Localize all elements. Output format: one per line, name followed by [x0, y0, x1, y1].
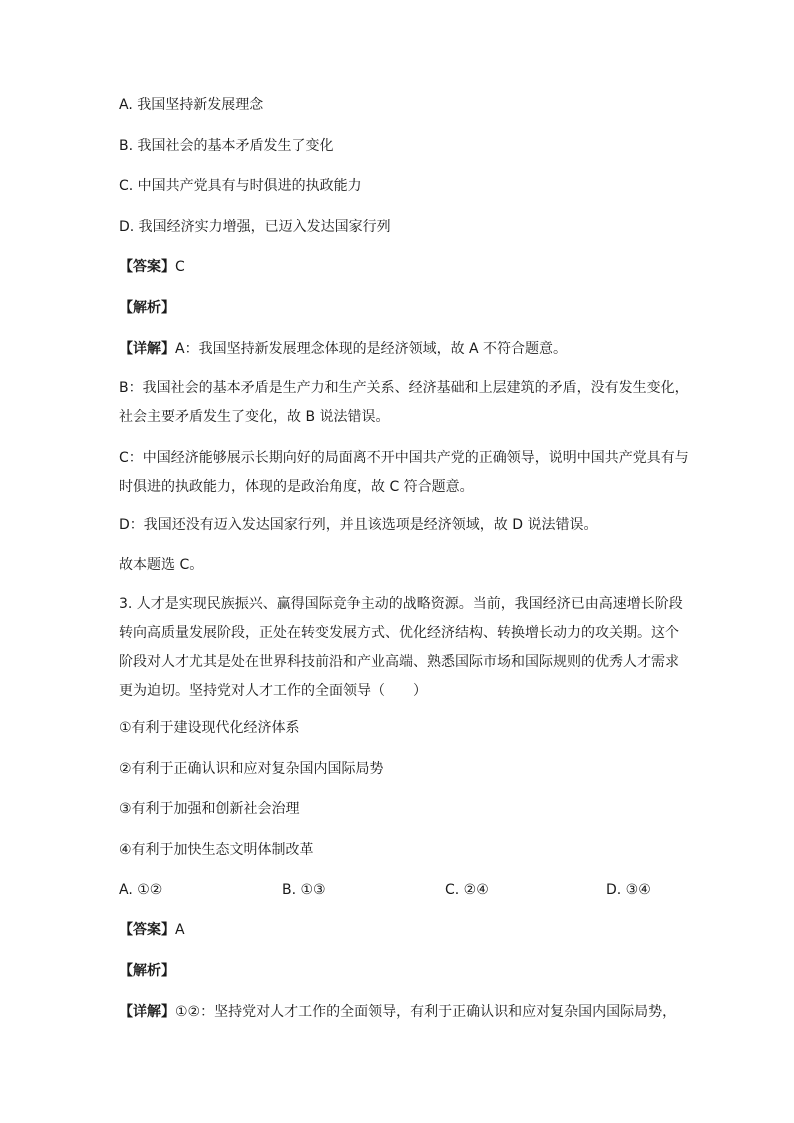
- q3-choice-a: A. ①②: [119, 882, 163, 898]
- q2-detail-b: B：我国社会的基本矛盾是生产力和生产关系、经济基础和上层建筑的矛盾，没有发生变化，社会主要矛盾发生了变化，故 B 说法错误。: [119, 380, 689, 425]
- detail-a-text: A：我国坚持新发展理念体现的是经济领域，故 A 不符合题意。: [175, 341, 568, 357]
- q3-analysis-heading: [119, 963, 689, 979]
- q2-answer: [119, 259, 689, 275]
- q2-analysis-heading: [119, 300, 689, 316]
- q3-item-1: ①有利于建设现代化经济体系: [119, 720, 300, 736]
- q3-item-4: ④有利于加快生态文明体制改革: [119, 842, 314, 858]
- q3-item-2: ②有利于正确认识和应对复杂国内国际局势: [119, 761, 384, 777]
- answer-value: C: [175, 259, 185, 275]
- q3-choices: [119, 882, 679, 900]
- q2-option-d: D. 我国经济实力增强，已迈入发达国家行列: [119, 219, 391, 235]
- q2-conclusion: 故本题选 C。: [119, 557, 204, 573]
- q2-detail-c: C：中国经济能够展示长期向好的局面离不开中国共产党的正确领导，说明中国共产党具有与时俱进的执政能力，体现的是政治角度，故 C 符合题意。: [119, 450, 689, 495]
- q2-option-c: C. 中国共产党具有与时俱进的执政能力: [119, 178, 362, 194]
- q3-choice-d: D. ③④: [606, 882, 651, 898]
- q2-detail-d: D：我国还没有迈入发达国家行列，并且该选项是经济领域，故 D 说法错误。: [119, 517, 598, 533]
- analysis-tag: 【解析】: [119, 300, 175, 316]
- q3-analysis-tag: 【解析】: [119, 963, 175, 979]
- q3-detail-tag: 【详解】: [119, 1004, 175, 1020]
- q3-answer-value: A: [175, 922, 185, 938]
- q3-detail: [119, 1004, 689, 1020]
- q2-option-b: B. 我国社会的基本矛盾发生了变化: [119, 138, 334, 154]
- q3-detail-text: ①②：坚持党对人才工作的全面领导，有利于正确认识和应对复杂国内国际局势，: [175, 1004, 677, 1020]
- q3-choice-b: B. ①③: [282, 882, 326, 898]
- q3-choice-c: C. ②④: [445, 882, 489, 898]
- q2-detail-a: [119, 341, 689, 357]
- q3-answer-tag: 【答案】: [119, 922, 175, 938]
- q3-stem: 3. 人才是实现民族振兴、赢得国际竞争主动的战略资源。当前，我国经济已由高速增长阶段转向高质量发展阶段，正处在转变发展方式、优化经济结构、转换增长动力的攻关期。这个阶段对人才尤其是处在世界科技前沿和产业高端、熟悉国际市场和国际规则的优秀人才需求更为迫切。坚持党对人才工作的全面领导（ ）: [119, 596, 683, 699]
- q2-option-a: A. 我国坚持新发展理念: [119, 97, 264, 113]
- detail-tag: 【详解】: [119, 341, 175, 357]
- answer-tag: 【答案】: [119, 259, 175, 275]
- q3-answer: [119, 922, 689, 938]
- q3-item-3: ③有利于加强和创新社会治理: [119, 801, 300, 817]
